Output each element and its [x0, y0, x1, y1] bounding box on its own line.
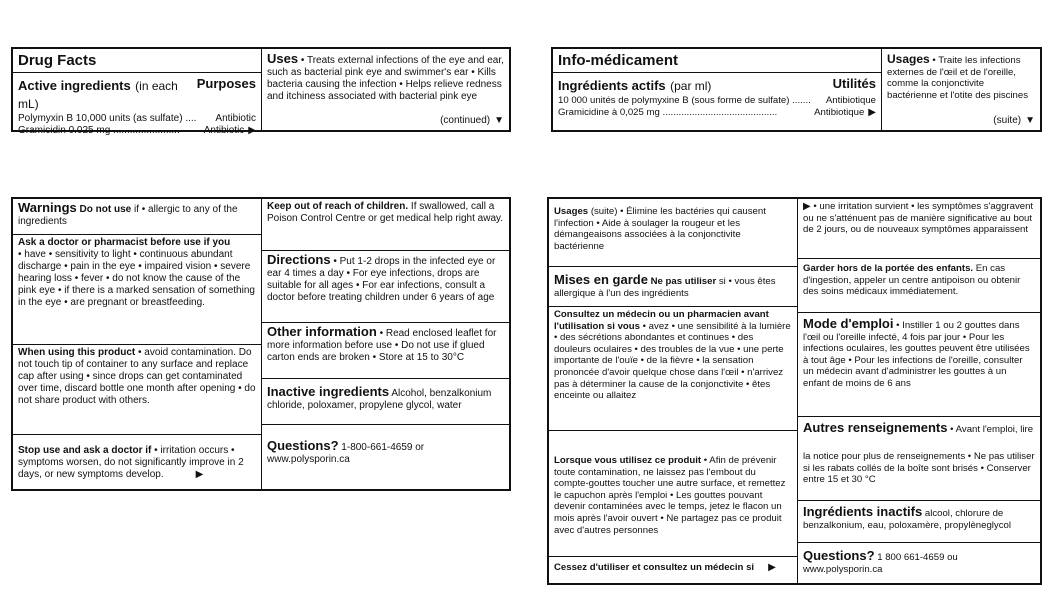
en-keep-heading: Keep out of reach of children.	[267, 201, 409, 212]
en-questions-text: 1-800-661-4659 or www.polysporin.ca	[267, 442, 425, 465]
en-directions-text: • Put 1-2 drops in the infected eye or ear 4 times a day • For eye infections, drops are suitable for all ages • For ear infections, consult a doctor before treating children under 6 years of age	[267, 256, 496, 303]
fr-cessez-section	[549, 557, 797, 577]
fr-mises-text: si • vous êtes allergique à l'un des ingrédients	[554, 276, 776, 299]
en-when-heading: When using this product	[18, 347, 136, 358]
en-other-text: • Read enclosed leaflet for more information before use • Do not use if glued carton ends are broken • Store at 15 to 30°C	[267, 328, 497, 363]
fr-active-heading: Ingrédients actifs	[558, 78, 666, 93]
fr-autres-heading: Autres renseignements	[803, 420, 948, 435]
fr-bottom-left-column	[549, 199, 798, 583]
fr-mode-emploi-section	[798, 313, 1040, 417]
en-when-using-section	[13, 345, 261, 435]
en-other-info-section	[262, 323, 509, 379]
en-when-text: • avoid contamination. Do not touch tip of container to any surface and replace cap after using • since drops can get contaminated over time, discard bottle one month after opening • do not share product with others.	[18, 347, 256, 406]
fr-title: Info-médicament	[558, 52, 679, 69]
arrow-right-icon: ▶	[768, 562, 776, 573]
en-ingredient-row	[18, 125, 256, 137]
en-keep-text: If swallowed, call a Poison Control Centre or get medical help right away.	[267, 201, 504, 224]
en-active-sub: (in each mL)	[18, 79, 178, 111]
fr-mises-section	[549, 267, 797, 307]
fr-ing1-name: 10 000 unités de polymyxine B (sous forme de sulfate)	[558, 95, 790, 106]
en-inactive-section	[262, 379, 509, 425]
fr-consult-heading: Consultez un médecin ou un pharmacien avant l'utilisation si vous	[554, 309, 769, 332]
fr-mises-en-garde-panel	[547, 197, 1042, 585]
fr-ne-pas-label: Ne pas utiliser	[650, 276, 717, 287]
en-continued-label: (continued)	[440, 115, 491, 126]
fr-lorsque-heading: Lorsque vous utilisez ce produit	[554, 455, 702, 466]
fr-cont-section	[798, 199, 1040, 259]
en-directions-heading: Directions	[267, 252, 331, 267]
en-ing1-name: Polymyxin B 10,000 units (as sulfate)	[18, 113, 183, 124]
en-ask-section	[13, 235, 261, 345]
en-uses-heading: Uses	[267, 51, 299, 66]
fr-ing2-name: Gramicidine à 0,025 mg	[558, 106, 660, 118]
en-do-not-use-label: Do not use	[79, 204, 132, 215]
en-ing2-name: Gramicidin 0.025 mg	[18, 125, 111, 136]
en-ing1-dots: ....	[185, 113, 197, 124]
arrow-right-icon: ▶	[248, 125, 256, 136]
fr-info-medicament-panel	[551, 47, 1042, 132]
fr-lorsque-text: • Afin de prévenir toute contamination, ne laissez pas l'embout du compte-gouttes toucher une autre surface, et remettez le capuchon après l'emploi • Les gouttes pouvant devenir contaminées avec le temps, jetez le flacon un mois après l'avoir ouvert • Ne partagez pas ce produit avec d'autres personnes	[554, 455, 786, 536]
fr-continued-label: (suite)	[993, 115, 1022, 126]
fr-usages-section	[549, 199, 797, 267]
en-questions-section	[262, 425, 509, 469]
en-top-right-column	[262, 49, 509, 130]
fr-top-right-column	[882, 49, 1040, 130]
arrow-right-icon: ▶	[868, 106, 876, 118]
en-purposes-heading: Purposes	[196, 76, 256, 91]
fr-uses-heading: Usages	[887, 52, 930, 66]
en-stop-text: • irritation occurs • symptoms worsen, do not significantly improve in 2 days, or new symptoms develop.	[18, 445, 244, 480]
fr-inactifs-text: alcool, chlorure de benzalkonium, eau, poloxamère, propylèneglycol	[803, 508, 1011, 531]
fr-autres-text2: la notice pour plus de renseignements • Ne pas utiliser si les rabats collés de la boîte sont brisés • Conserver entre 15 et 30 °C	[803, 451, 1035, 486]
en-warnings-heading: Warnings	[18, 200, 77, 215]
en-drug-facts-panel	[11, 47, 511, 136]
en-active-heading: Active ingredients	[18, 78, 131, 93]
fr-uses-text: • Traite les infections externes de l'œil et de l'oreille, comme la conjonctivite bactérienne et l'otite des piscines	[887, 55, 1029, 101]
fr-consult-text: • avez • une sensibilité à la lumière • des sécrétions abondantes et continues • des douleurs oculaires • des troubles de la vue • une perte importante de l'ouïe • de la fièvre • la sensation prononcée d'avoir quelque chose dans l'œil • n'arrivez pas à déterminer la cause de la conjonctivite • êtes enceinte ou allaitez	[554, 320, 791, 402]
en-bottom-right-column	[262, 199, 509, 489]
en-inactive-text: Alcohol, benzalkonium chloride, poloxamer, propylene glycol, water	[267, 388, 492, 411]
en-warnings-panel	[11, 197, 511, 491]
fr-autres-section	[798, 417, 1040, 501]
fr-active-sub: (par ml)	[670, 79, 712, 93]
fr-ingredient-row	[558, 95, 876, 107]
fr-purposes-heading: Utilités	[832, 76, 876, 91]
fr-mode-heading: Mode d'emploi	[803, 316, 894, 331]
en-title-section	[13, 49, 261, 73]
en-ask-text: • have • sensitivity to light • continuous abundant discharge • pain in the eye • impaired vision • severe hearing loss • fever • do not know the cause of the pink eye • if there is a marked sensation of something in the eye • are pregnant or breastfeeding.	[18, 249, 255, 308]
fr-usages-text: (suite) • Élimine les bactéries qui causent l'infection • Aide à soulager la rougeur et les démangeaisons associées à la conjonctivite bactérienne	[554, 206, 766, 252]
fr-inactifs-section	[798, 501, 1040, 543]
en-ingredient-row	[18, 113, 256, 125]
fr-questions-section	[798, 543, 1040, 578]
fr-cessez-heading: Cessez d'utiliser et consultez un médecin si	[554, 562, 755, 573]
fr-lorsque-section	[549, 431, 797, 557]
en-other-heading: Other information	[267, 324, 377, 339]
fr-autres-text1: • Avant l'emploi, lire	[950, 424, 1034, 435]
en-warnings-text: if • allergic to any of the ingredients	[18, 204, 238, 227]
fr-ing2-purpose: Antibiotique	[814, 106, 865, 118]
fr-questions-text: 1 800 661-4659 ou www.polysporin.ca	[803, 552, 958, 575]
fr-ing1-dots: .......	[792, 95, 811, 106]
en-inactive-heading: Inactive ingredients	[267, 384, 390, 399]
en-active-section	[13, 73, 261, 140]
en-title: Drug Facts	[18, 52, 97, 69]
fr-mode-text: • Instiller 1 ou 2 gouttes dans l'œil ou l'oreille infecté, 4 fois par jour • Pour les infections oculaires, les gouttes peuvent être utilisées à tout âge • Pour les infections de l'oreille, consulter un médecin avant d'administrer les gouttes à un enfant de moins de 6 ans	[803, 320, 1030, 389]
fr-questions-heading: Questions?	[803, 548, 875, 563]
fr-garder-heading: Garder hors de la portée des enfants.	[803, 263, 974, 274]
fr-title-section	[553, 49, 881, 73]
fr-usages-heading: Usages	[554, 206, 589, 217]
fr-garder-section	[798, 259, 1040, 313]
en-top-left-column	[13, 49, 262, 136]
fr-ingredient-row	[558, 107, 876, 119]
fr-ing2-dots: ...........................................	[662, 106, 778, 118]
en-stop-use-section	[13, 435, 261, 484]
en-stop-heading: Stop use and ask a doctor if	[18, 445, 152, 456]
fr-bottom-right-column	[798, 199, 1040, 583]
en-warnings-section	[13, 199, 261, 235]
en-ing2-purpose: Antibiotic	[203, 125, 245, 136]
en-directions-section	[262, 251, 509, 323]
fr-mises-heading: Mises en garde	[554, 272, 648, 287]
en-questions-heading: Questions?	[267, 438, 339, 453]
arrow-right-icon: ▶	[195, 469, 204, 480]
en-uses-text: • Treats external infections of the eye and ear, such as bacterial pink eye and swimmer's ear • Kills bacteria causing the infection • Helps relieve redness and itchiness associated with bacterial pink eye	[267, 55, 504, 102]
fr-active-section	[553, 73, 881, 121]
fr-ing1-purpose: Antibiotique	[825, 95, 876, 106]
fr-top-left-column	[553, 49, 882, 130]
en-ing1-purpose: Antibiotic	[215, 113, 256, 124]
arrow-right-icon: ▶	[803, 201, 811, 212]
arrow-down-icon: ▼	[1025, 115, 1035, 126]
en-ask-heading: Ask a doctor or pharmacist before use if you	[18, 237, 231, 248]
en-bottom-left-column	[13, 199, 262, 489]
en-ing2-dots: ........................	[113, 125, 180, 136]
fr-garder-text: En cas d'ingestion, appeler un centre antipoison ou obtenir des soins médicaux immédiatement.	[803, 263, 1021, 298]
fr-consult-section	[549, 307, 797, 431]
fr-cont-text: • une irritation survient • les symptômes s'aggravent ou ne s'atténuent pas de manière significative au bout de 2 jours, ou de nouveaux symptômes apparaissent	[803, 201, 1034, 236]
fr-inactifs-heading: Ingrédients inactifs	[803, 504, 923, 519]
arrow-down-icon: ▼	[494, 115, 504, 126]
en-keep-out-section	[262, 199, 509, 251]
